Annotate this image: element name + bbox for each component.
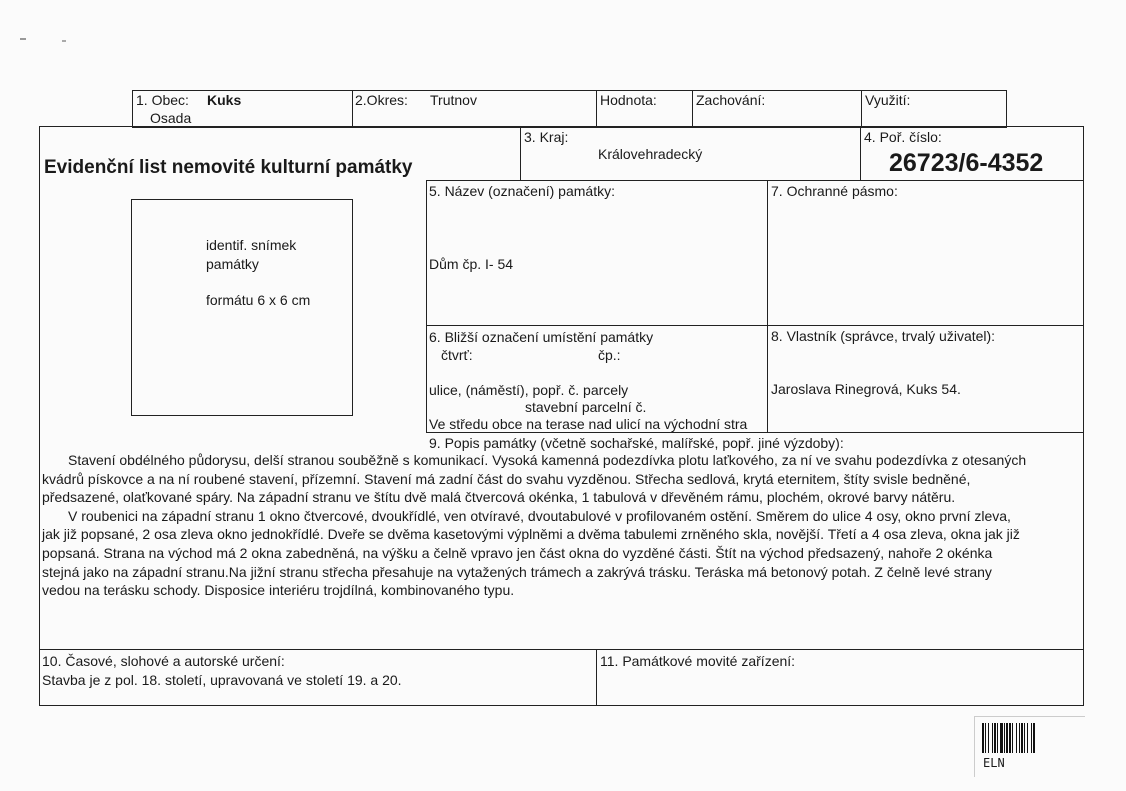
popis-line: V roubenici na západní stranu 1 okno čtvercové, dvoukřídlé, ven otvíravé, dvoutabulové v profilovaném ostění. Směrem do ulice 4 osy, okno první zleva, xyxy=(68,507,1011,524)
popis-line: kvádrů pískovce a na ní roubené stavení, přízemní. Stavení má zadní část do svahu vyzděnou. Střecha sedlová, krytá eternitem, štíty svisle bedněné, xyxy=(42,470,971,487)
okres-label: 2.Okres: xyxy=(355,92,408,108)
barcode-bar xyxy=(1024,723,1025,753)
popis-line: Stavení obdélného půdorysu, delší stranou souběžně s komunikací. Vysoká kamenná podezdívka plotu laťkového, za ní ve svahu podezdívka z otesaných xyxy=(68,452,1027,468)
barcode-bar xyxy=(1021,723,1023,753)
divider xyxy=(860,126,861,181)
barcode-bar xyxy=(988,723,989,753)
divider xyxy=(426,432,1084,433)
vlastnik-value: Jaroslava Rinegrová, Kuks 54. xyxy=(771,381,961,397)
barcode-bar xyxy=(994,723,996,753)
nazev-label: 5. Název (označení) památky: xyxy=(429,183,615,199)
barcode-icon xyxy=(982,723,1074,753)
popis-line: jak již popsané, 2 osa zleva okno jednokřídlé. Dveře se dvěma kasetovými výplněmi a dvěma tabulemi zrněného skla, novější. Třetí a 4 osa zleva, okna jak již xyxy=(42,526,1020,543)
urceni-value: Stavba je z pol. 18. století, upravovaná ve století 19. a 20. xyxy=(42,672,402,688)
barcode-bar xyxy=(997,723,998,753)
photo-text-line2: památky xyxy=(206,256,259,272)
barcode-bar xyxy=(1000,723,1003,753)
zachovani-label: Zachování: xyxy=(696,92,766,108)
hodnota-label: Hodnota: xyxy=(600,92,657,108)
zarizeni-label: 11. Památkové movité zařízení: xyxy=(600,653,796,669)
por-cislo-label: 4. Poř. číslo: xyxy=(864,129,942,145)
scan-speck xyxy=(20,38,26,40)
barcode-bar xyxy=(992,723,993,753)
photo-text-line1: identif. snímek xyxy=(206,237,297,253)
barcode-bar xyxy=(1033,723,1035,753)
barcode-bar xyxy=(1027,723,1028,753)
obec-value: Kuks xyxy=(207,92,242,108)
divider xyxy=(596,90,597,127)
umisteni-label: 6. Bližší označení umístění památky xyxy=(429,329,654,345)
popis-label: 9. Popis památky (včetně sochařské, malířské, popř. jiné výzdoby): xyxy=(429,435,844,451)
barcode-bar xyxy=(1004,723,1005,753)
divider xyxy=(426,180,1084,181)
por-cislo-value: 26723/6-4352 xyxy=(889,149,1044,177)
nazev-value: Dům čp. I- 54 xyxy=(429,256,514,272)
divider xyxy=(861,90,862,127)
parcela-label: stavební parcelní č. xyxy=(525,399,647,415)
ulice-label: ulice, (náměstí), popř. č. parcely xyxy=(429,382,629,398)
popis-line: předsazené, olaťkované spáry. Na západní stranu ve štítu dvě malá čtvercová okénka, 1 tabulová v dřevěném rámu, plochém, okrové barvy nátěru. xyxy=(42,489,956,506)
divider xyxy=(520,126,521,181)
obec-label: 1. Obec: xyxy=(136,92,189,108)
barcode-bar xyxy=(1006,723,1008,753)
divider xyxy=(352,90,353,127)
popis-line: popsaná. Strana na východ má 2 okna zabedněná, na výšku a čelně vpravo jen část okna do vyzděné části. Štít na východ předsazený, nahoře 2 okénka xyxy=(42,544,993,561)
barcode-bar xyxy=(1012,723,1013,753)
umisteni-value: Ve středu obce na terase nad ulicí na východní stra xyxy=(429,416,748,432)
osada-label: Osada xyxy=(150,110,192,126)
popis-line: vedou na terásku schody. Disposice interiéru trojdílná, kombinovaného typu. xyxy=(42,582,515,599)
kraj-label: 3. Kraj: xyxy=(524,129,569,145)
divider xyxy=(596,649,597,706)
divider xyxy=(426,325,1084,326)
urceni-label: 10. Časové, slohové a autorské určení: xyxy=(42,653,285,669)
barcode-bar xyxy=(1019,723,1020,753)
cp-label: čp.: xyxy=(598,347,621,363)
divider xyxy=(767,180,768,433)
divider xyxy=(39,649,1084,650)
barcode-caption: ELN xyxy=(983,756,1005,770)
barcode-bar xyxy=(1016,723,1017,753)
barcode-bar xyxy=(985,723,986,753)
barcode-bar xyxy=(1009,723,1011,753)
divider xyxy=(426,180,427,433)
photo-text-line3: formátu 6 x 6 cm xyxy=(206,292,311,308)
scan-speck xyxy=(62,40,66,42)
page-title: Evidenční list nemovité kulturní památky xyxy=(44,157,413,178)
vlastnik-label: 8. Vlastník (správce, trvalý uživatel): xyxy=(771,328,996,344)
ctvrt-label: čtvrť: xyxy=(441,347,473,363)
okres-value: Trutnov xyxy=(430,92,477,108)
kraj-value: Královehradecký xyxy=(598,146,703,162)
pasmo-label: 7. Ochranné pásmo: xyxy=(771,183,898,199)
vyuziti-label: Využití: xyxy=(865,92,911,108)
barcode-bar xyxy=(1031,723,1032,753)
barcode-bar xyxy=(982,723,984,753)
popis-text xyxy=(42,451,1080,600)
divider xyxy=(692,90,693,127)
popis-line: stejná jako na západní stranu.Na jižní stranu střecha přesahuje na vytažených trámech a zakrývá trásku. Teráska má betonový potah. Z čelně levé strany xyxy=(42,563,992,580)
